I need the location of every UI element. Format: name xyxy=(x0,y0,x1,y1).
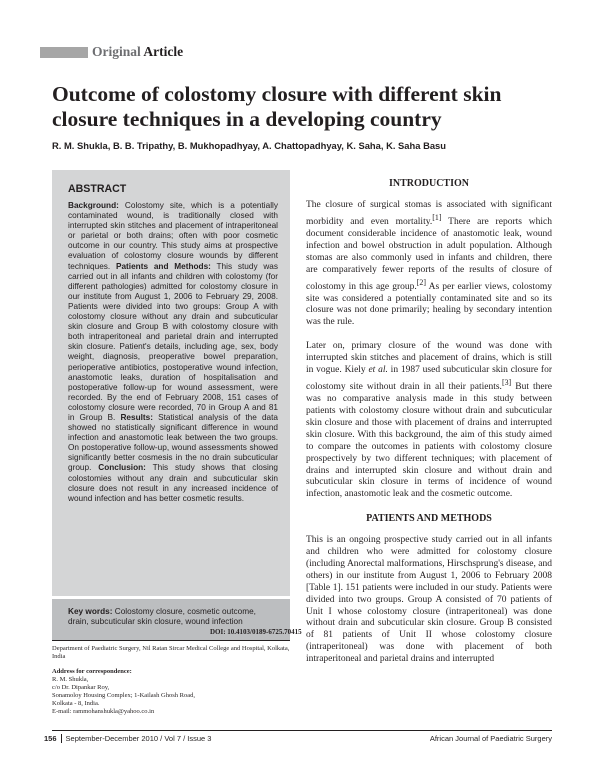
correspondence-email[interactable]: E-mail: rammohanshukla@yahoo.co.in xyxy=(52,708,155,715)
footer-divider xyxy=(52,730,552,731)
results-text: Statistical analysis of the data showed no statistically significant difference in wound infection and anastomotic leak between the two groups. On postoperative follow-up, wound assessments showed significantly better cosmesis in the no drain subcuticular group. xyxy=(68,412,279,473)
correspondence-address xyxy=(52,676,290,716)
background-text: Colostomy site, which is a potentially contaminated wound, is traditionally closed with interrupted skin stitches and placement of intraperitoneal or parietal or both drains; often with poor cosmetic outcome in our country. This study aims at prospective evaluation of colostomy closure wounds by different techniques. xyxy=(68,201,278,271)
conclusion-label: Conclusion: xyxy=(98,463,146,473)
background-label: Background: xyxy=(68,201,119,210)
body-text-column xyxy=(306,178,552,678)
page-number: 156 xyxy=(44,734,62,743)
introduction-heading: INTRODUCTION xyxy=(388,178,469,189)
article-type-tag xyxy=(40,44,183,60)
footnote-divider xyxy=(52,640,290,641)
affiliation: Department of Paediatric Surgery, Nil Ratan Sircar Medical College and Hospital, Kolkata, India xyxy=(52,645,290,660)
keywords-text: Colostomy closure, cosmetic outcome, drain, subcuticular skin closure, wound infection xyxy=(68,607,256,627)
results-label: Results: xyxy=(120,412,154,422)
methods-label: Patients and Methods: xyxy=(115,261,211,271)
correspondence-heading: Address for correspondence: xyxy=(52,668,132,675)
methods-paragraph: This is an ongoing prospective study carried out in all infants and children who were admitted for colostomy closure (including Anorectal malformations, Hirschsprung's disease, and others) in our institute from August 1, 2006 to February 2008 [Table 1]. 151 patients were included in our study. Patients were divided into two groups. Group A consisted of 70 patients of Unit I whose colostomy closure (intraperitoneal) was done without drain and subcuticular skin closure. Group B consisted of 81 patients of Unit II whose colostomy closure (intraperitoneal) was done with placement of both intraperitoneal and parietal drains and interrupted xyxy=(306,535,552,665)
abstract-text xyxy=(68,201,278,504)
abstract-body xyxy=(52,170,290,596)
conclusion-text: This study shows that closing colostomies without any drain and subcuticular skin closure does not result in any increased incidence of wound infection and has better cosmetic results. xyxy=(68,463,278,503)
correspondence-line: Sonamoloy Housing Complex; 1-Kailash Ghosh Road, xyxy=(52,692,195,699)
issue-info: September-December 2010 / Vol 7 / Issue 3 xyxy=(65,734,212,743)
citation-link[interactable]: [1] xyxy=(432,212,442,222)
abstract-heading: ABSTRACT xyxy=(68,183,127,195)
methods-text: This study was carried out in all infants and children with colostomy (for different pathologies) admitted for colostomy closure in our institute from August 1, 2006 to February 29, 2008. Patients were divided into two groups: Group A with colostomy closure without any drain and subcuticular skin closure and Group B with colostomy closure with both intraperitoneal and parietal drain and interrupted skin closure. Patient's details, including age, sex, body weight, diagnosis, preoperative bowel preparation, perioperative antibiotics, postoperative wound infection, anastomotic leaks, duration of hospitalisation and postoperative follow-up for wound assessment, were recorded. By the end of February 2008, 151 cases of colostomy closure were recorded, 70 in Group A and 81 in Group B. xyxy=(68,261,278,422)
journal-name: African Journal of Paediatric Surgery xyxy=(429,734,552,743)
footer-left xyxy=(44,734,211,743)
tag-bar xyxy=(40,47,88,58)
citation-link[interactable]: [2] xyxy=(416,277,427,287)
keywords-label: Key words: xyxy=(68,607,113,616)
citation-link[interactable]: [3] xyxy=(501,378,512,387)
correspondence-line: R. M. Shukla, xyxy=(52,676,89,683)
author-list: R. M. Shukla, B. B. Tripathy, B. Mukhopadhyay, A. Chattopadhyay, K. Saha, K. Saha Basu xyxy=(52,140,446,151)
doi: DOI: 10.4103/0189-6725.70415 xyxy=(210,628,302,636)
methods-heading: PATIENTS AND METHODS xyxy=(366,513,492,525)
introduction-paragraph: Later on, primary closure of the wound was done with interrupted skin stitches and placement of drains, which is still in vogue. Kiely et al. in 1987 used subcuticular skin closure for colostomy site without drain in all their patients.[3] But there was no comparative analysis made in this study between patients with colostomy closure without drain and subcuticular skin closure and those with placement of drains and interrupted skin closure. With this background, the aim of this study aimed to compare the outcomes in patients with colostomy closure prospectively by two different techniques; with placement of drains and interrupted skin closure and without drain and subcuticular skin closure in terms of incidence of wound infection, anastomotic leak and the cosmetic outcome. xyxy=(306,341,553,500)
article-type-label: Original Article xyxy=(92,44,184,59)
article-title: Outcome of colostomy closure with different skin closure techniques in a developing country xyxy=(52,82,502,131)
correspondence-line: Kolkata - 8, India. xyxy=(52,700,100,707)
introduction-paragraph: The closure of surgical stomas is associated with significant morbidity and even mortality.[1] There are reports which document considerable incidence of anastomotic leak, wound infection and bowel obstruction in adult population. Although stomas are also commonly used in infants and children, there are comparatively fewer reports of the results of closure of colostomy in this age group.[2] As per earlier views, colostomy site was considered a potentially contaminated site and so its closure was not done primarily; healing by secondary intention was the rule. xyxy=(306,199,552,328)
correspondence-line: c/o Dr. Dipankar Roy, xyxy=(52,684,110,691)
